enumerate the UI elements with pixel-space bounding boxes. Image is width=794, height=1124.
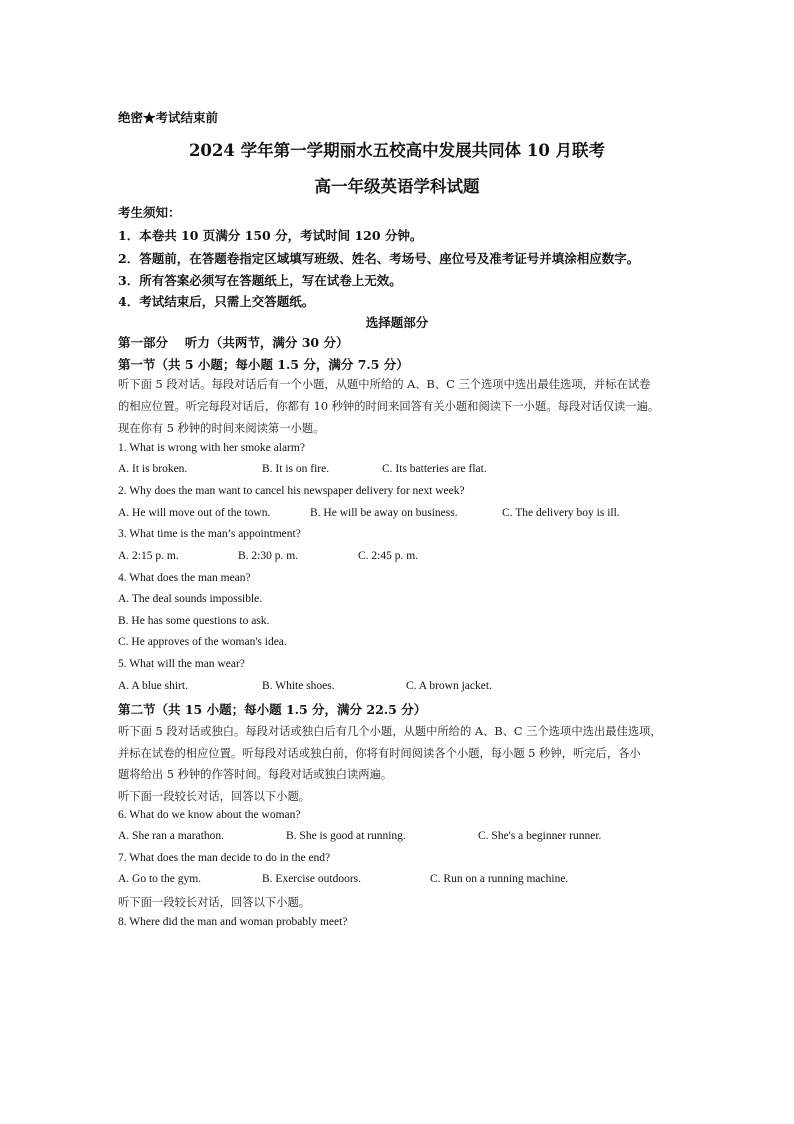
question-5-option-c: C. A brown jacket.	[406, 680, 492, 692]
question-6-option-b: B. She is good at running.	[286, 830, 406, 842]
question-5: 5. What will the man wear?	[118, 658, 245, 670]
notice-item: 3．所有答案必须写在答题纸上，写在试卷上无效。	[118, 273, 402, 288]
notice-item: 4．考试结束后，只需上交答题纸。	[118, 294, 315, 309]
section1-heading: 第一节（共 5 小题；每小题 1.5 分，满分 7.5 分）	[118, 357, 409, 372]
instruction-line: 的相应位置。听完每段对话后，你都有 10 秒钟的时间来回答有关小题和阅读下一小题。每段对话仅读一遍。	[118, 400, 660, 413]
question-2-option-c: C. The delivery boy is ill.	[502, 507, 620, 519]
question-4-option-a: A. The deal sounds impossible.	[118, 593, 263, 605]
question-2-option-a: A. He will move out of the town.	[118, 507, 271, 519]
question-3-option-b: B. 2:30 p. m.	[238, 550, 299, 562]
question-1-option-c: C. Its batteries are flat.	[382, 463, 487, 475]
question-1-option-a: A. It is broken.	[118, 463, 188, 475]
question-4-option-c: C. He approves of the woman's idea.	[118, 636, 287, 648]
notice-heading: 考生须知：	[118, 205, 181, 220]
section2-heading: 第二节（共 15 小题；每小题 1.5 分，满分 22.5 分）	[118, 702, 427, 717]
instruction-line: 听下面 5 段对话或独白。每段对话或独白后有几个小题，从题中所给的 A、B、C 三个选项中选出最佳选项，	[118, 725, 662, 738]
question-7-option-c: C. Run on a running machine.	[430, 873, 569, 885]
notice-item: 1．本卷共 10 页满分 150 分，考试时间 120 分钟。	[118, 228, 423, 243]
instruction-line: 现在你有 5 秒钟的时间来阅读第一小题。	[118, 422, 325, 435]
part1-heading: 第一部分 听力（共两节，满分 30 分）	[118, 335, 349, 350]
question-1: 1. What is wrong with her smoke alarm?	[118, 442, 305, 454]
question-3: 3. What time is the man’s appointment?	[118, 528, 301, 540]
instruction-line: 并标在试卷的相应位置。听每段对话或独白前，你将有时间阅读各个小题，每小题 5 秒钟，听完后，各小	[118, 747, 641, 760]
question-3-option-a: A. 2:15 p. m.	[118, 550, 179, 562]
question-6-option-c: C. She's a beginner runner.	[478, 830, 602, 842]
question-6: 6. What do we know about the woman?	[118, 809, 301, 821]
question-7-option-a: A. Go to the gym.	[118, 873, 202, 885]
section-heading: 选择题部分	[365, 315, 429, 330]
confidential-label: 绝密★考试结束前	[118, 110, 219, 125]
question-4: 4. What does the man mean?	[118, 572, 251, 584]
exam-title: 2024 学年第一学期丽水五校高中发展共同体 10 月联考	[188, 141, 606, 160]
question-6-option-a: A. She ran a marathon.	[118, 830, 225, 842]
question-5-option-b: B. White shoes.	[262, 680, 335, 692]
question-8: 8. Where did the man and woman probably meet?	[118, 916, 348, 928]
question-2: 2. Why does the man want to cancel his newspaper delivery for next week?	[118, 485, 465, 497]
exam-subtitle: 高一年级英语学科试题	[314, 177, 480, 196]
listen-note: 听下面一段较长对话，回答以下小题。	[118, 790, 311, 803]
question-3-option-c: C. 2:45 p. m.	[358, 550, 419, 562]
question-7: 7. What does the man decide to do in the end?	[118, 852, 331, 864]
question-5-option-a: A. A blue shirt.	[118, 680, 188, 692]
question-7-option-b: B. Exercise outdoors.	[262, 873, 362, 885]
question-4-option-b: B. He has some questions to ask.	[118, 615, 270, 627]
instruction-line: 题将给出 5 秒钟的作答时间。每段对话或独白读两遍。	[118, 768, 393, 781]
question-1-option-b: B. It is on fire.	[262, 463, 330, 475]
notice-item: 2．答题前，在答题卷指定区域填写班级、姓名、考场号、座位号及准考证号并填涂相应数字。	[118, 251, 640, 266]
instruction-line: 听下面 5 段对话。每段对话后有一个小题，从题中所给的 A、B、C 三个选项中选出最佳选项，并标在试卷	[118, 378, 651, 391]
listen-note: 听下面一段较长对话，回答以下小题。	[118, 896, 311, 909]
question-2-option-b: B. He will be away on business.	[310, 507, 458, 519]
